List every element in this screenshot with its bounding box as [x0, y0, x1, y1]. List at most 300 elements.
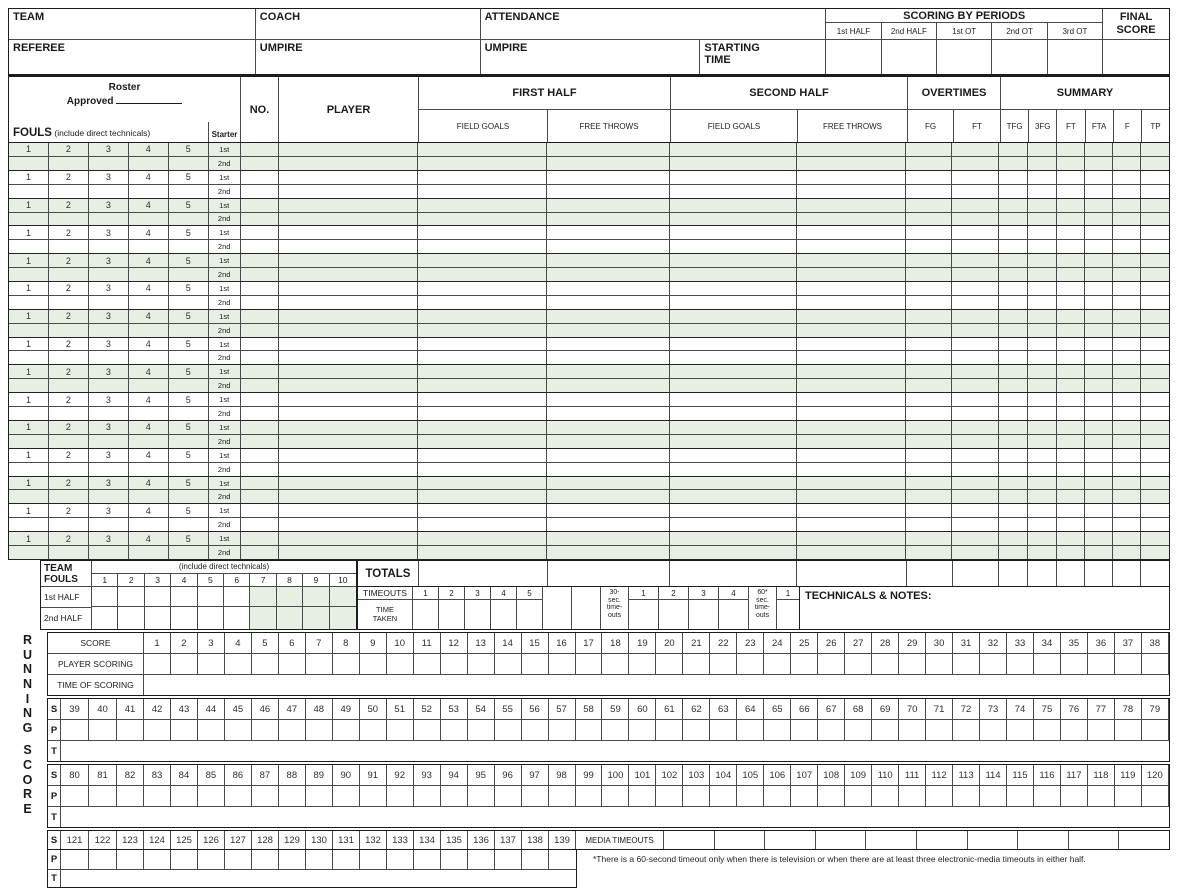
player-name-cell[interactable] — [279, 157, 419, 170]
overtime-fg-cell[interactable] — [906, 296, 952, 309]
sum-ft-cell[interactable] — [1057, 546, 1085, 559]
sum-tp-cell[interactable] — [1141, 143, 1169, 156]
sum-fta-cell[interactable] — [1085, 199, 1113, 212]
sum-f-cell[interactable] — [1113, 338, 1141, 351]
second-half-free-throws-cell[interactable] — [797, 463, 907, 476]
player-number-cell[interactable] — [241, 226, 279, 239]
player-scoring-cell[interactable] — [818, 654, 845, 674]
player-number-cell[interactable] — [241, 407, 279, 420]
player-scoring-cell[interactable] — [791, 654, 818, 674]
second-half-free-throws-cell[interactable] — [797, 338, 907, 351]
sum-fta-cell[interactable] — [1085, 421, 1113, 434]
overtime-ft-cell[interactable] — [952, 379, 999, 392]
player-name-cell[interactable] — [279, 240, 419, 253]
foul-5-cell[interactable]: 5 — [169, 254, 209, 267]
sum-tfg-cell[interactable] — [999, 546, 1028, 559]
sum-tp-cell[interactable] — [1141, 213, 1169, 226]
player-scoring-cell[interactable] — [414, 850, 441, 869]
player-number-cell[interactable] — [241, 171, 279, 184]
sum-3fg-cell[interactable] — [1028, 338, 1057, 351]
foul-5-cell[interactable] — [169, 546, 209, 559]
first-half-free-throws-cell[interactable] — [547, 324, 670, 337]
second-half-field-goals-cell[interactable] — [670, 310, 797, 323]
player-scoring-cell[interactable] — [764, 786, 791, 806]
sum-tfg-cell[interactable] — [999, 282, 1028, 295]
player-number-cell[interactable] — [241, 254, 279, 267]
foul-1-cell[interactable]: 1 — [9, 477, 49, 490]
team-foul-first-half-cell[interactable] — [118, 587, 144, 607]
sum-ft-cell[interactable] — [1057, 338, 1085, 351]
foul-2-cell[interactable] — [49, 546, 89, 559]
first-half-free-throws-cell[interactable] — [547, 435, 670, 448]
player-name-cell[interactable] — [279, 365, 419, 378]
foul-4-cell[interactable]: 4 — [129, 393, 169, 406]
sum-f-cell[interactable] — [1113, 282, 1141, 295]
overtime-fg-cell[interactable] — [906, 268, 952, 281]
player-scoring-cell[interactable] — [980, 720, 1007, 740]
sum-tfg-cell[interactable] — [999, 379, 1028, 392]
foul-5-cell[interactable]: 5 — [169, 532, 209, 545]
first-half-field-goals-cell[interactable] — [418, 296, 547, 309]
overtime-ft-cell[interactable] — [952, 310, 999, 323]
foul-2-cell[interactable]: 2 — [49, 199, 89, 212]
player-number-cell[interactable] — [241, 379, 279, 392]
player-name-cell[interactable] — [279, 268, 419, 281]
foul-1-cell[interactable] — [9, 546, 49, 559]
player-scoring-cell[interactable] — [333, 654, 360, 674]
sum-tfg-cell[interactable] — [999, 240, 1028, 253]
foul-1-cell[interactable] — [9, 324, 49, 337]
first-half-free-throws-cell[interactable] — [547, 407, 670, 420]
player-name-cell[interactable] — [279, 421, 419, 434]
foul-3-cell[interactable] — [89, 240, 129, 253]
sum-3fg-cell[interactable] — [1028, 310, 1057, 323]
second-half-field-goals-cell[interactable] — [670, 338, 797, 351]
team-foul-first-half-cell[interactable] — [145, 587, 171, 607]
foul-4-cell[interactable]: 4 — [129, 365, 169, 378]
player-scoring-cell[interactable] — [549, 850, 576, 869]
foul-4-cell[interactable]: 4 — [129, 282, 169, 295]
player-scoring-cell[interactable] — [1007, 786, 1034, 806]
first-half-field-goals-cell[interactable] — [418, 351, 547, 364]
first-half-free-throws-cell[interactable] — [547, 518, 670, 531]
sum-f-cell[interactable] — [1113, 435, 1141, 448]
player-name-cell[interactable] — [279, 351, 419, 364]
sum-fta-cell[interactable] — [1085, 407, 1113, 420]
player-number-cell[interactable] — [241, 365, 279, 378]
sum-3fg-cell[interactable] — [1028, 171, 1057, 184]
player-number-cell[interactable] — [241, 240, 279, 253]
first-half-free-throws-cell[interactable] — [547, 532, 670, 545]
player-scoring-cell[interactable] — [980, 654, 1007, 674]
player-scoring-cell[interactable] — [818, 786, 845, 806]
sum-ft-cell[interactable] — [1057, 226, 1085, 239]
foul-1-cell[interactable]: 1 — [9, 421, 49, 434]
player-number-cell[interactable] — [241, 351, 279, 364]
sum-tfg-cell[interactable] — [999, 296, 1028, 309]
sum-tfg-cell[interactable] — [999, 268, 1028, 281]
second-half-field-goals-cell[interactable] — [670, 282, 797, 295]
second-half-field-goals-cell[interactable] — [670, 393, 797, 406]
sum-f-cell[interactable] — [1113, 143, 1141, 156]
foul-4-cell[interactable] — [129, 268, 169, 281]
foul-1-cell[interactable] — [9, 435, 49, 448]
foul-3-cell[interactable] — [89, 435, 129, 448]
foul-1-cell[interactable] — [9, 518, 49, 531]
first-half-free-throws-cell[interactable] — [547, 365, 670, 378]
player-scoring-cell[interactable] — [171, 786, 198, 806]
player-scoring-cell[interactable] — [656, 654, 683, 674]
period-score-cell[interactable] — [1048, 40, 1103, 74]
totals-fh-fg-cell[interactable] — [419, 561, 548, 586]
foul-5-cell[interactable]: 5 — [169, 477, 209, 490]
overtime-fg-cell[interactable] — [906, 393, 952, 406]
sum-tp-cell[interactable] — [1141, 282, 1169, 295]
sum-3fg-cell[interactable] — [1028, 240, 1057, 253]
sum-ft-cell[interactable] — [1057, 365, 1085, 378]
sum-tfg-cell[interactable] — [999, 185, 1028, 198]
sum-f-cell[interactable] — [1113, 185, 1141, 198]
sum-ft-cell[interactable] — [1057, 504, 1085, 517]
foul-3-cell[interactable]: 3 — [89, 504, 129, 517]
player-scoring-cell[interactable] — [117, 786, 144, 806]
team-foul-first-half-cell[interactable] — [303, 587, 329, 607]
second-half-free-throws-cell[interactable] — [797, 226, 907, 239]
sum-3fg-cell[interactable] — [1028, 463, 1057, 476]
overtime-fg-cell[interactable] — [906, 490, 952, 503]
timeout-cell[interactable] — [517, 600, 542, 629]
foul-3-cell[interactable] — [89, 296, 129, 309]
sum-tp-cell[interactable] — [1141, 268, 1169, 281]
player-name-cell[interactable] — [279, 310, 419, 323]
foul-2-cell[interactable]: 2 — [49, 310, 89, 323]
player-scoring-cell[interactable] — [710, 786, 737, 806]
team-foul-second-half-cell[interactable] — [250, 607, 276, 629]
foul-3-cell[interactable]: 3 — [89, 282, 129, 295]
foul-1-cell[interactable]: 1 — [9, 338, 49, 351]
player-scoring-cell[interactable] — [656, 720, 683, 740]
media-timeout-cell[interactable] — [765, 831, 816, 849]
second-half-free-throws-cell[interactable] — [797, 435, 907, 448]
foul-1-cell[interactable] — [9, 463, 49, 476]
sum-3fg-cell[interactable] — [1028, 504, 1057, 517]
player-scoring-cell[interactable] — [576, 720, 603, 740]
player-scoring-cell[interactable] — [468, 786, 495, 806]
player-scoring-cell[interactable] — [926, 786, 953, 806]
foul-1-cell[interactable]: 1 — [9, 171, 49, 184]
sum-f-cell[interactable] — [1113, 310, 1141, 323]
foul-2-cell[interactable]: 2 — [49, 393, 89, 406]
sum-3fg-cell[interactable] — [1028, 282, 1057, 295]
sum-ft-cell[interactable] — [1057, 213, 1085, 226]
player-scoring-cell[interactable] — [683, 786, 710, 806]
sum-3fg-cell[interactable] — [1028, 532, 1057, 545]
foul-4-cell[interactable] — [129, 296, 169, 309]
second-half-field-goals-cell[interactable] — [670, 477, 797, 490]
sum-tp-cell[interactable] — [1141, 421, 1169, 434]
second-half-free-throws-cell[interactable] — [797, 268, 907, 281]
foul-2-cell[interactable]: 2 — [49, 477, 89, 490]
sum-3fg-cell[interactable] — [1028, 365, 1057, 378]
second-half-field-goals-cell[interactable] — [670, 449, 797, 462]
media-timeout-cell[interactable] — [664, 831, 715, 849]
first-half-field-goals-cell[interactable] — [418, 490, 547, 503]
player-scoring-cell[interactable] — [414, 786, 441, 806]
player-scoring-cell[interactable] — [522, 720, 549, 740]
player-scoring-cell[interactable] — [414, 654, 441, 674]
first-half-free-throws-cell[interactable] — [547, 379, 670, 392]
foul-4-cell[interactable]: 4 — [129, 254, 169, 267]
roster-approved-blank[interactable] — [116, 94, 182, 104]
foul-5-cell[interactable]: 5 — [169, 171, 209, 184]
foul-5-cell[interactable]: 5 — [169, 199, 209, 212]
player-scoring-cell[interactable] — [198, 720, 225, 740]
player-scoring-cell[interactable] — [495, 850, 522, 869]
player-name-cell[interactable] — [279, 449, 419, 462]
player-name-cell[interactable] — [279, 490, 419, 503]
player-number-cell[interactable] — [241, 435, 279, 448]
sum-tp-cell[interactable] — [1141, 254, 1169, 267]
first-half-field-goals-cell[interactable] — [418, 310, 547, 323]
sum-tfg-cell[interactable] — [999, 490, 1028, 503]
sum-ft-cell[interactable] — [1057, 310, 1085, 323]
first-half-free-throws-cell[interactable] — [547, 393, 670, 406]
player-scoring-cell[interactable] — [953, 786, 980, 806]
player-scoring-cell[interactable] — [764, 720, 791, 740]
player-scoring-cell[interactable] — [387, 654, 414, 674]
foul-3-cell[interactable] — [89, 379, 129, 392]
player-name-cell[interactable] — [279, 504, 419, 517]
team-foul-second-half-cell[interactable] — [171, 607, 197, 629]
player-scoring-cell[interactable] — [306, 786, 333, 806]
first-half-field-goals-cell[interactable] — [418, 449, 547, 462]
media-timeout-cell[interactable] — [816, 831, 867, 849]
second-half-field-goals-cell[interactable] — [670, 435, 797, 448]
player-scoring-cell[interactable] — [683, 720, 710, 740]
sum-ft-cell[interactable] — [1057, 435, 1085, 448]
foul-5-cell[interactable] — [169, 324, 209, 337]
sum-fta-cell[interactable] — [1085, 171, 1113, 184]
overtime-fg-cell[interactable] — [906, 171, 952, 184]
second-half-field-goals-cell[interactable] — [670, 143, 797, 156]
starting-time-field[interactable] — [700, 40, 826, 74]
sum-tfg-cell[interactable] — [999, 421, 1028, 434]
player-number-cell[interactable] — [241, 310, 279, 323]
sum-ft-cell[interactable] — [1057, 185, 1085, 198]
sum-ft-cell[interactable] — [1057, 324, 1085, 337]
sum-fta-cell[interactable] — [1085, 226, 1113, 239]
totals-fh-ft-cell[interactable] — [548, 561, 671, 586]
media-timeout-cell[interactable] — [1018, 831, 1069, 849]
sum-3fg-cell[interactable] — [1028, 490, 1057, 503]
foul-5-cell[interactable] — [169, 407, 209, 420]
player-scoring-cell[interactable] — [1088, 720, 1115, 740]
player-scoring-cell[interactable] — [414, 720, 441, 740]
player-scoring-cell[interactable] — [495, 720, 522, 740]
period-score-cell[interactable] — [937, 40, 992, 74]
foul-1-cell[interactable] — [9, 490, 49, 503]
totals-ft-cell[interactable] — [1057, 561, 1085, 586]
overtime-fg-cell[interactable] — [906, 351, 952, 364]
player-scoring-cell[interactable] — [144, 720, 171, 740]
foul-4-cell[interactable] — [129, 213, 169, 226]
player-scoring-cell[interactable] — [656, 786, 683, 806]
sum-fta-cell[interactable] — [1085, 310, 1113, 323]
player-scoring-cell[interactable] — [306, 850, 333, 869]
overtime-ft-cell[interactable] — [952, 463, 999, 476]
foul-4-cell[interactable]: 4 — [129, 199, 169, 212]
first-half-free-throws-cell[interactable] — [547, 351, 670, 364]
second-half-field-goals-cell[interactable] — [670, 324, 797, 337]
first-half-field-goals-cell[interactable] — [418, 393, 547, 406]
player-scoring-cell[interactable] — [683, 654, 710, 674]
second-half-field-goals-cell[interactable] — [670, 351, 797, 364]
player-scoring-cell[interactable] — [926, 720, 953, 740]
player-name-cell[interactable] — [279, 435, 419, 448]
player-name-cell[interactable] — [279, 463, 419, 476]
player-scoring-cell[interactable] — [441, 654, 468, 674]
foul-2-cell[interactable]: 2 — [49, 532, 89, 545]
second-half-field-goals-cell[interactable] — [670, 157, 797, 170]
first-half-field-goals-cell[interactable] — [418, 157, 547, 170]
first-half-field-goals-cell[interactable] — [418, 379, 547, 392]
second-half-free-throws-cell[interactable] — [797, 171, 907, 184]
second-half-field-goals-cell[interactable] — [670, 254, 797, 267]
foul-5-cell[interactable] — [169, 463, 209, 476]
sum-tp-cell[interactable] — [1141, 324, 1169, 337]
player-scoring-cell[interactable] — [468, 850, 495, 869]
foul-3-cell[interactable]: 3 — [89, 365, 129, 378]
second-half-field-goals-cell[interactable] — [670, 421, 797, 434]
second-half-field-goals-cell[interactable] — [670, 532, 797, 545]
first-half-field-goals-cell[interactable] — [418, 268, 547, 281]
period-score-cell[interactable] — [826, 40, 881, 74]
foul-4-cell[interactable] — [129, 546, 169, 559]
timeout-extra-cell[interactable] — [572, 587, 601, 629]
sum-tp-cell[interactable] — [1141, 226, 1169, 239]
second-half-free-throws-cell[interactable] — [797, 157, 907, 170]
overtime-ft-cell[interactable] — [952, 268, 999, 281]
second-half-field-goals-cell[interactable] — [670, 185, 797, 198]
first-half-free-throws-cell[interactable] — [547, 490, 670, 503]
sum-ft-cell[interactable] — [1057, 268, 1085, 281]
sum-tfg-cell[interactable] — [999, 365, 1028, 378]
foul-1-cell[interactable]: 1 — [9, 226, 49, 239]
player-scoring-cell[interactable] — [845, 720, 872, 740]
second-half-free-throws-cell[interactable] — [797, 449, 907, 462]
first-half-field-goals-cell[interactable] — [418, 199, 547, 212]
sum-tfg-cell[interactable] — [999, 324, 1028, 337]
sum-tp-cell[interactable] — [1141, 310, 1169, 323]
foul-3-cell[interactable] — [89, 407, 129, 420]
player-scoring-cell[interactable] — [899, 654, 926, 674]
player-name-cell[interactable] — [279, 185, 419, 198]
player-number-cell[interactable] — [241, 504, 279, 517]
player-scoring-cell[interactable] — [225, 654, 252, 674]
team-foul-second-half-cell[interactable] — [303, 607, 329, 629]
foul-5-cell[interactable] — [169, 213, 209, 226]
player-scoring-cell[interactable] — [117, 720, 144, 740]
sum-tfg-cell[interactable] — [999, 463, 1028, 476]
foul-3-cell[interactable] — [89, 324, 129, 337]
player-scoring-cell[interactable] — [710, 720, 737, 740]
foul-2-cell[interactable]: 2 — [49, 421, 89, 434]
second-half-free-throws-cell[interactable] — [797, 185, 907, 198]
sum-ft-cell[interactable] — [1057, 143, 1085, 156]
sum-fta-cell[interactable] — [1085, 185, 1113, 198]
sum-f-cell[interactable] — [1113, 463, 1141, 476]
player-scoring-cell[interactable] — [953, 654, 980, 674]
foul-1-cell[interactable] — [9, 379, 49, 392]
sum-f-cell[interactable] — [1113, 477, 1141, 490]
foul-3-cell[interactable] — [89, 518, 129, 531]
technicals-notes-box[interactable] — [799, 586, 1170, 630]
sum-fta-cell[interactable] — [1085, 338, 1113, 351]
sum-tp-cell[interactable] — [1141, 435, 1169, 448]
foul-4-cell[interactable]: 4 — [129, 449, 169, 462]
foul-1-cell[interactable] — [9, 157, 49, 170]
foul-2-cell[interactable]: 2 — [49, 171, 89, 184]
foul-3-cell[interactable] — [89, 546, 129, 559]
media-timeout-cell[interactable] — [917, 831, 968, 849]
player-scoring-cell[interactable] — [1115, 786, 1142, 806]
sum-f-cell[interactable] — [1113, 351, 1141, 364]
player-number-cell[interactable] — [241, 421, 279, 434]
sum-tp-cell[interactable] — [1141, 504, 1169, 517]
second-half-field-goals-cell[interactable] — [670, 296, 797, 309]
sum-ft-cell[interactable] — [1057, 463, 1085, 476]
foul-4-cell[interactable]: 4 — [129, 532, 169, 545]
sum-tp-cell[interactable] — [1141, 296, 1169, 309]
player-number-cell[interactable] — [241, 185, 279, 198]
sum-3fg-cell[interactable] — [1028, 421, 1057, 434]
team-foul-first-half-cell[interactable] — [198, 587, 224, 607]
foul-5-cell[interactable]: 5 — [169, 365, 209, 378]
foul-2-cell[interactable]: 2 — [49, 449, 89, 462]
player-scoring-cell[interactable] — [845, 786, 872, 806]
player-scoring-cell[interactable] — [629, 720, 656, 740]
second-half-field-goals-cell[interactable] — [670, 490, 797, 503]
player-scoring-cell[interactable] — [252, 720, 279, 740]
team-foul-first-half-cell[interactable] — [250, 587, 276, 607]
foul-2-cell[interactable] — [49, 435, 89, 448]
foul-2-cell[interactable] — [49, 518, 89, 531]
overtime-ft-cell[interactable] — [952, 546, 999, 559]
player-scoring-cell[interactable] — [279, 720, 306, 740]
player-scoring-cell[interactable] — [1061, 786, 1088, 806]
foul-3-cell[interactable]: 3 — [89, 477, 129, 490]
foul-4-cell[interactable]: 4 — [129, 421, 169, 434]
player-scoring-cell[interactable] — [252, 850, 279, 869]
foul-1-cell[interactable]: 1 — [9, 532, 49, 545]
overtime-fg-cell[interactable] — [906, 254, 952, 267]
team-foul-first-half-cell[interactable] — [224, 587, 250, 607]
foul-5-cell[interactable]: 5 — [169, 143, 209, 156]
sum-f-cell[interactable] — [1113, 254, 1141, 267]
sum-tfg-cell[interactable] — [999, 435, 1028, 448]
foul-4-cell[interactable]: 4 — [129, 310, 169, 323]
totals-tfg-cell[interactable] — [999, 561, 1028, 586]
player-scoring-cell[interactable] — [360, 720, 387, 740]
foul-2-cell[interactable]: 2 — [49, 504, 89, 517]
foul-1-cell[interactable]: 1 — [9, 365, 49, 378]
team-foul-second-half-cell[interactable] — [145, 607, 171, 629]
first-half-field-goals-cell[interactable] — [418, 171, 547, 184]
player-scoring-cell[interactable] — [737, 720, 764, 740]
overtime-fg-cell[interactable] — [906, 310, 952, 323]
player-scoring-cell[interactable] — [926, 654, 953, 674]
player-number-cell[interactable] — [241, 199, 279, 212]
